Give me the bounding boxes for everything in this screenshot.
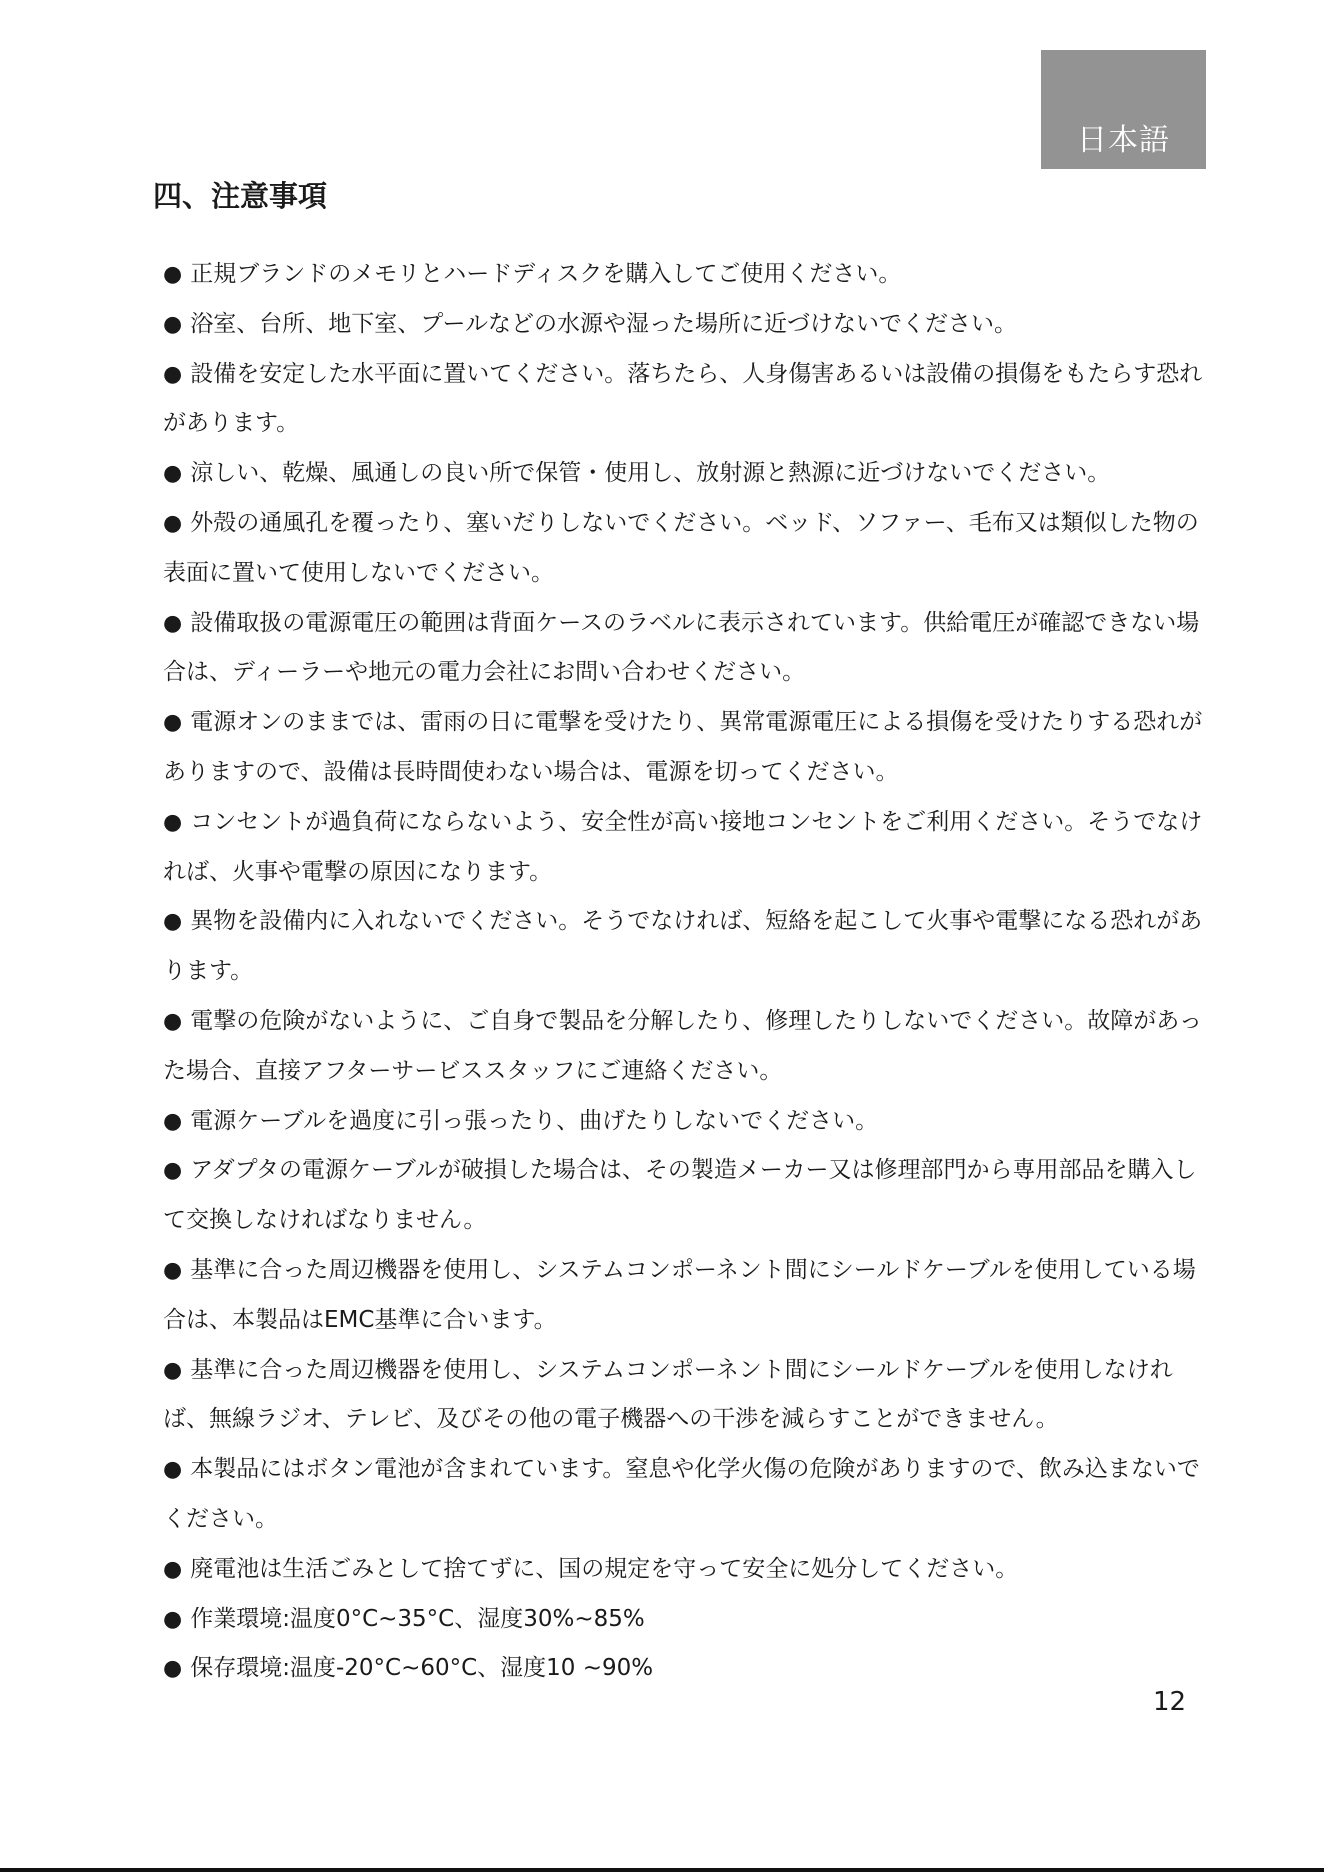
notice-text: コンセントが過負荷にならないよう、安全性が高い接地コンセントをご利用ください。そうでなければ、火事や電撃の原因になります。 — [163, 808, 1203, 885]
bullet-icon: ● — [163, 361, 183, 387]
bullet-icon: ● — [163, 710, 183, 736]
bullet-icon: ● — [163, 1457, 183, 1483]
language-tab: 日本語 — [1041, 50, 1206, 169]
section-title: 四、注意事項 — [153, 179, 328, 213]
bullet-icon: ● — [163, 909, 183, 935]
notice-item — [163, 698, 1203, 798]
notice-item — [163, 1146, 1203, 1246]
notice-text: 本製品にはボタン電池が含まれています。窒息や化学火傷の危険がありますので、飲み込まないでください。 — [163, 1456, 1200, 1532]
notice-text: 涼しい、乾燥、風通しの良い所で保管・使用し、放射源と熱源に近づけないでください。 — [190, 460, 1111, 487]
bullet-icon: ● — [163, 1008, 183, 1034]
bullet-icon: ● — [163, 1357, 183, 1383]
notice-item — [163, 350, 1203, 450]
notice-text: 電源ケーブルを過度に引っ張ったり、曲げたりしないでください。 — [190, 1107, 879, 1134]
notice-item — [163, 897, 1203, 997]
bullet-icon: ● — [163, 510, 183, 536]
notice-item — [163, 599, 1203, 699]
bullet-icon: ● — [163, 1158, 183, 1184]
notice-item — [163, 300, 1203, 350]
notice-text: 作業環境:温度0°C~35°C、湿度30%~85% — [190, 1605, 645, 1632]
notice-text: 正規ブランドのメモリとハードディスクを購入してご使用ください。 — [190, 261, 902, 287]
notice-item — [163, 1445, 1203, 1545]
bullet-icon: ● — [163, 1656, 183, 1682]
bullet-icon: ● — [163, 311, 183, 337]
notice-item — [163, 997, 1203, 1097]
notice-text: 浴室、台所、地下室、プールなどの水源や湿った場所に近づけないでください。 — [190, 310, 1018, 337]
notice-item — [163, 1097, 1203, 1147]
bullet-icon: ● — [163, 1257, 183, 1283]
notice-text: 廃電池は生活ごみとして捨てずに、国の規定を守って安全に処分してください。 — [190, 1555, 1019, 1582]
notice-item — [163, 1644, 1203, 1694]
notice-text: 異物を設備内に入れないでください。そうでなければ、短絡を起こして火事や電撃になる恐れがあります。 — [163, 908, 1203, 985]
notice-item — [163, 449, 1203, 499]
notice-text: 基準に合った周辺機器を使用し、システムコンポーネント間にシールドケーブルを使用しなければ、無線ラジオ、テレビ、及びその他の電子機器への干渉を減らすことができません。 — [163, 1356, 1173, 1433]
notice-item — [163, 1346, 1203, 1446]
notice-text: 設備取扱の電源電圧の範囲は背面ケースのラベルに表示されています。供給電圧が確認できない場合は、ディーラーや地元の電力会社にお問い合わせください。 — [163, 609, 1200, 686]
notice-item — [163, 1595, 1203, 1645]
bullet-icon: ● — [163, 1108, 183, 1134]
bullet-icon: ● — [163, 1606, 183, 1632]
bullet-icon: ● — [163, 262, 183, 287]
notice-item — [163, 499, 1203, 599]
notice-item — [163, 1246, 1203, 1346]
notice-text: 基準に合った周辺機器を使用し、システムコンポーネント間にシールドケーブルを使用している場合は、本製品はEMC基準に合います。 — [163, 1256, 1196, 1333]
notice-item — [163, 1545, 1203, 1595]
notice-text: 電撃の危険がないように、ご自身で製品を分解したり、修理したりしないでください。故障があった場合、直接アフターサービススタッフにご連絡ください。 — [163, 1007, 1202, 1084]
bullet-icon: ● — [163, 461, 183, 487]
notice-item — [163, 250, 1203, 300]
bullet-icon: ● — [163, 1556, 183, 1582]
notice-item — [163, 798, 1203, 898]
notice-list — [163, 250, 1203, 1694]
notice-text: 保存環境:温度-20°C~60°C、湿度10 ~90% — [190, 1655, 654, 1682]
notice-text: 外殻の通風孔を覆ったり、塞いだりしないでください。ベッド、ソファー、毛布又は類似した物の表面に置いて使用しないでください。 — [163, 509, 1199, 586]
bullet-icon: ● — [163, 809, 183, 835]
bottom-rule — [0, 1868, 1324, 1872]
notice-text: 電源オンのままでは、雷雨の日に電撃を受けたり、異常電源電圧による損傷を受けたりする恐れがありますので、設備は長時間使わない場合は、電源を切ってください。 — [163, 709, 1203, 785]
notice-text: アダプタの電源ケーブルが破損した場合は、その製造メーカー又は修理部門から専用部品を購入して交換しなければなりません。 — [163, 1157, 1197, 1234]
bullet-icon: ● — [163, 610, 183, 636]
notice-text: 設備を安定した水平面に置いてください。落ちたら、人身傷害あるいは設備の損傷をもたらす恐れがあります。 — [163, 360, 1203, 437]
page-number: 12 — [1153, 1687, 1187, 1717]
